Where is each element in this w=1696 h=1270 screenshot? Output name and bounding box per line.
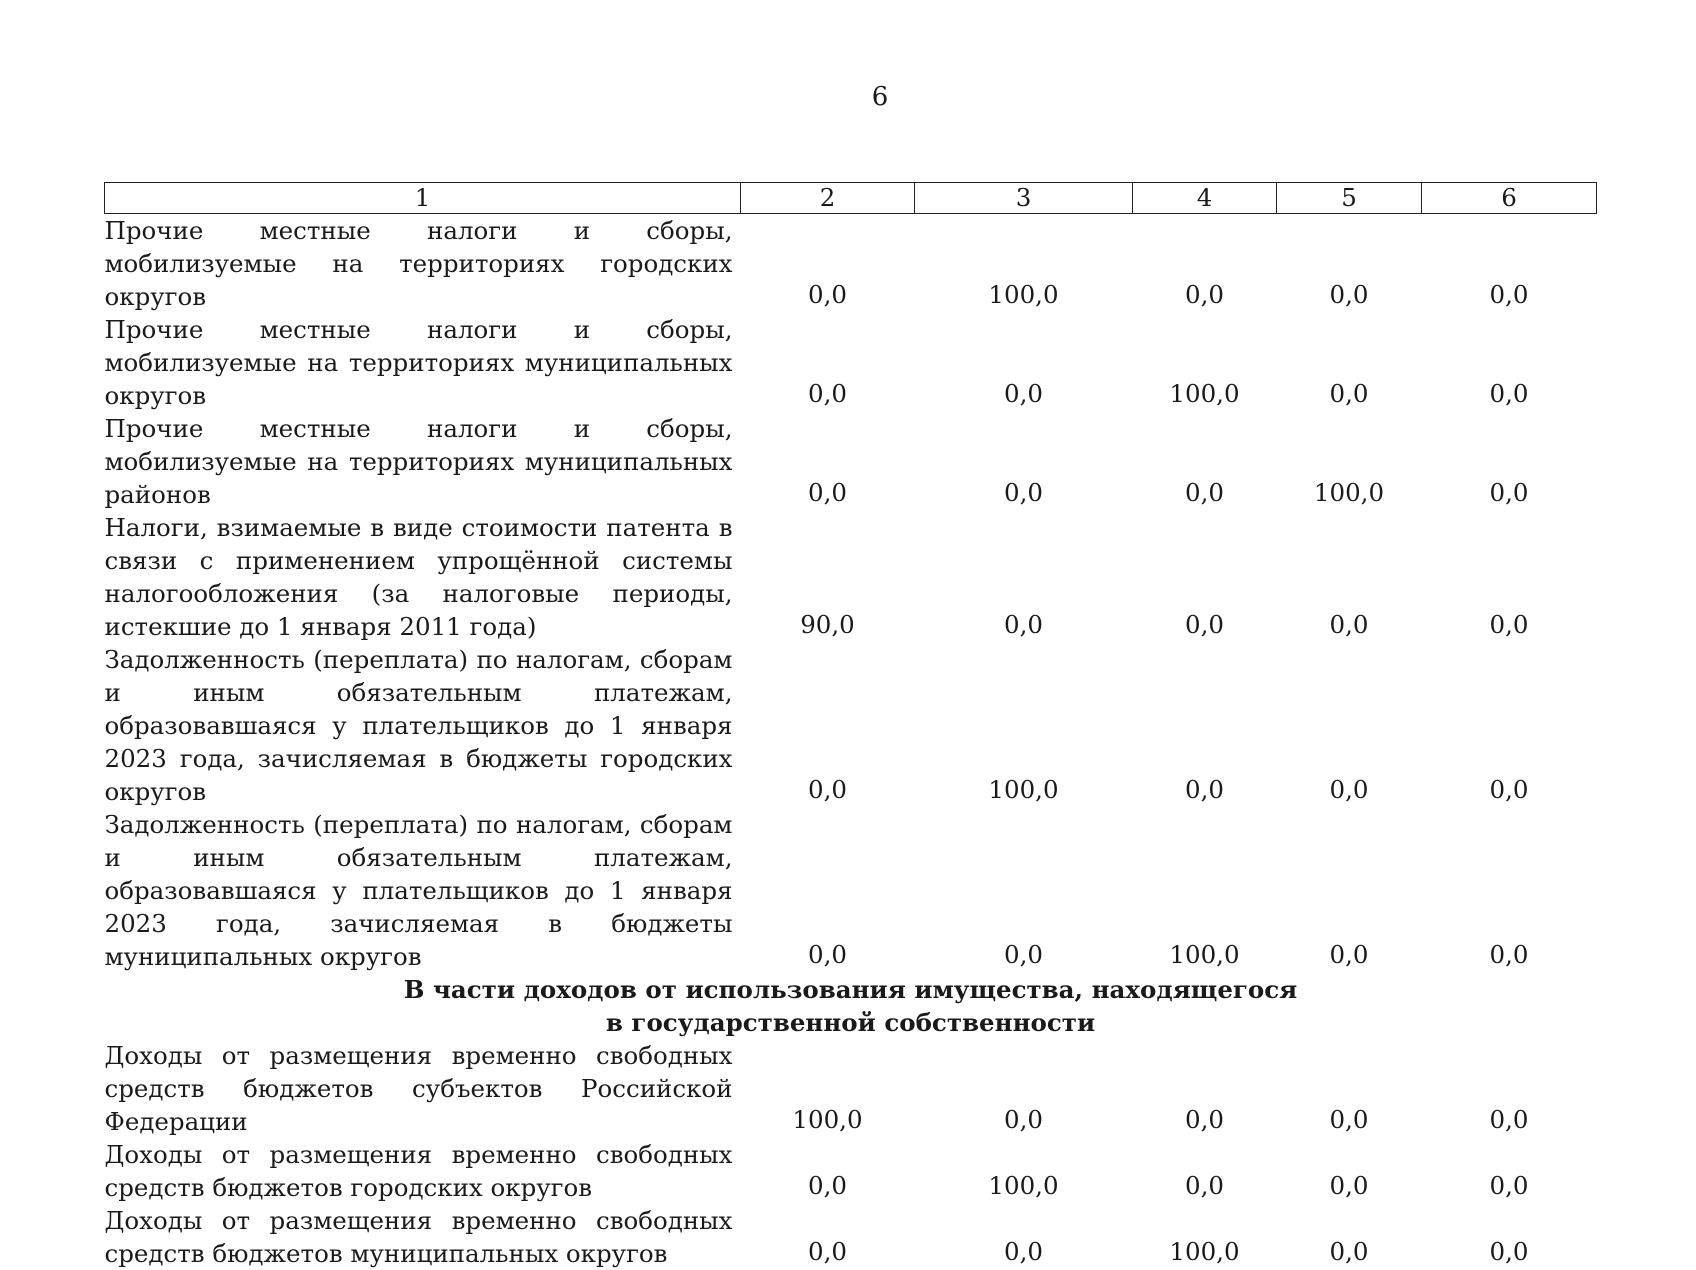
row-value-col-2: 0,0 xyxy=(741,313,915,412)
row-value-col-4: 100,0 xyxy=(1133,1204,1277,1270)
header-col-6: 6 xyxy=(1422,183,1597,214)
row-value-col-4: 0,0 xyxy=(1133,643,1277,808)
row-value-col-5: 0,0 xyxy=(1277,214,1422,314)
row-value-col-5: 100,0 xyxy=(1277,412,1422,511)
table-row xyxy=(105,1138,1597,1204)
row-value-col-6: 0,0 xyxy=(1422,511,1597,643)
row-value-col-5: 0,0 xyxy=(1277,643,1422,808)
row-value-col-5: 0,0 xyxy=(1277,1039,1422,1138)
row-value-col-4: 100,0 xyxy=(1133,313,1277,412)
table-row xyxy=(105,412,1597,511)
section-heading xyxy=(105,973,1597,1039)
header-col-3: 3 xyxy=(915,183,1133,214)
row-value-col-2: 0,0 xyxy=(741,808,915,973)
row-value-col-6: 0,0 xyxy=(1422,1204,1597,1270)
row-value-col-4: 100,0 xyxy=(1133,808,1277,973)
row-value-col-2: 0,0 xyxy=(741,214,915,314)
row-value-col-6: 0,0 xyxy=(1422,1138,1597,1204)
row-description: Прочие местные налоги и сборы, мобилизуемые на территориях муниципальных округов xyxy=(105,313,741,412)
table-row xyxy=(105,643,1597,808)
row-description: Доходы от размещения временно свободных средств бюджетов муниципальных округов xyxy=(105,1204,741,1270)
row-value-col-3: 0,0 xyxy=(915,511,1133,643)
section-heading-line-2: в государственной собственности xyxy=(105,1006,1597,1039)
table-row xyxy=(105,1204,1597,1270)
row-description: Прочие местные налоги и сборы, мобилизуемые на территориях муниципальных районов xyxy=(105,412,741,511)
row-value-col-2: 0,0 xyxy=(741,1204,915,1270)
row-value-col-6: 0,0 xyxy=(1422,214,1597,314)
section-heading-line-1: В части доходов от использования имущества, находящегося xyxy=(105,973,1597,1006)
row-description: Доходы от размещения временно свободных средств бюджетов городских округов xyxy=(105,1138,741,1204)
row-value-col-5: 0,0 xyxy=(1277,511,1422,643)
row-value-col-4: 0,0 xyxy=(1133,214,1277,314)
row-value-col-4: 0,0 xyxy=(1133,511,1277,643)
row-value-col-5: 0,0 xyxy=(1277,1204,1422,1270)
row-value-col-3: 100,0 xyxy=(915,214,1133,314)
distribution-table-container xyxy=(104,182,1596,1270)
row-value-col-3: 100,0 xyxy=(915,1138,1133,1204)
row-value-col-5: 0,0 xyxy=(1277,1138,1422,1204)
header-col-1: 1 xyxy=(105,183,741,214)
row-value-col-3: 0,0 xyxy=(915,808,1133,973)
row-value-col-5: 0,0 xyxy=(1277,313,1422,412)
row-value-col-3: 0,0 xyxy=(915,1204,1133,1270)
row-value-col-5: 0,0 xyxy=(1277,808,1422,973)
page-number: 6 xyxy=(0,82,1696,112)
row-description: Задолженность (переплата) по налогам, сборам и иным обязательным платежам, образовавшаяся у плательщиков до 1 января 2023 года, зачисляемая в бюджеты муниципальных округов xyxy=(105,808,741,973)
row-description: Прочие местные налоги и сборы, мобилизуемые на территориях городских округов xyxy=(105,214,741,314)
row-value-col-6: 0,0 xyxy=(1422,808,1597,973)
row-value-col-4: 0,0 xyxy=(1133,1138,1277,1204)
header-col-4: 4 xyxy=(1133,183,1277,214)
row-value-col-6: 0,0 xyxy=(1422,1039,1597,1138)
row-value-col-3: 0,0 xyxy=(915,412,1133,511)
row-value-col-6: 0,0 xyxy=(1422,313,1597,412)
row-value-col-2: 0,0 xyxy=(741,1138,915,1204)
row-value-col-2: 0,0 xyxy=(741,412,915,511)
row-value-col-4: 0,0 xyxy=(1133,1039,1277,1138)
row-value-col-4: 0,0 xyxy=(1133,412,1277,511)
row-value-col-2: 90,0 xyxy=(741,511,915,643)
row-value-col-2: 100,0 xyxy=(741,1039,915,1138)
header-col-5: 5 xyxy=(1277,183,1422,214)
row-description: Доходы от размещения временно свободных средств бюджетов субъектов Российской Федерации xyxy=(105,1039,741,1138)
row-value-col-6: 0,0 xyxy=(1422,412,1597,511)
table-body xyxy=(105,214,1597,1270)
row-description: Налоги, взимаемые в виде стоимости патента в связи с применением упрощённой системы налогообложения (за налоговые периоды, истекшие до 1 января 2011 года) xyxy=(105,511,741,643)
header-col-2: 2 xyxy=(741,183,915,214)
row-description: Задолженность (переплата) по налогам, сборам и иным обязательным платежам, образовавшаяся у плательщиков до 1 января 2023 года, зачисляемая в бюджеты городских округов xyxy=(105,643,741,808)
row-value-col-3: 100,0 xyxy=(915,643,1133,808)
header-row xyxy=(105,183,1597,214)
table-row xyxy=(105,511,1597,643)
table-row xyxy=(105,313,1597,412)
table-header xyxy=(105,183,1597,214)
distribution-table xyxy=(104,182,1597,1270)
row-value-col-2: 0,0 xyxy=(741,643,915,808)
table-row xyxy=(105,808,1597,973)
table-row xyxy=(105,1039,1597,1138)
row-value-col-3: 0,0 xyxy=(915,1039,1133,1138)
section-heading-row xyxy=(105,973,1597,1039)
table-row xyxy=(105,214,1597,314)
row-value-col-3: 0,0 xyxy=(915,313,1133,412)
row-value-col-6: 0,0 xyxy=(1422,643,1597,808)
